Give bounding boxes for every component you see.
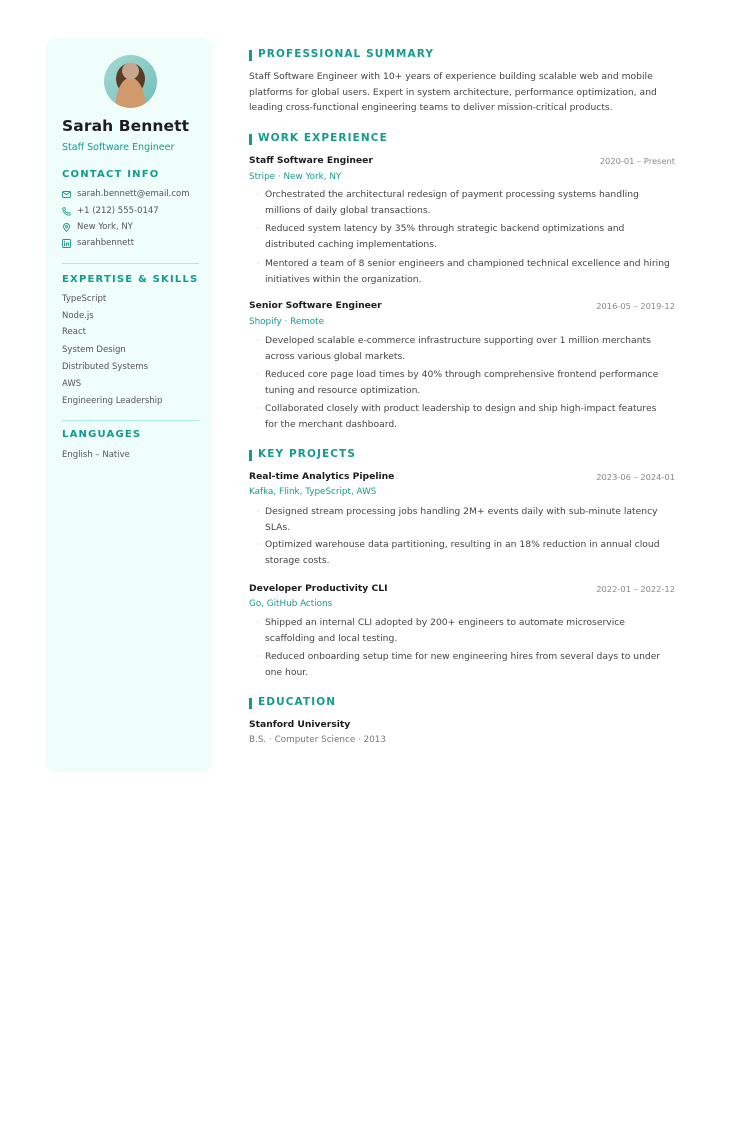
heading-accent-bar	[249, 698, 252, 709]
job-title: Senior Software Engineer	[249, 300, 382, 311]
education-heading	[249, 694, 336, 709]
skill-item: Node.js	[62, 311, 94, 321]
candidate-role: Staff Software Engineer	[62, 142, 175, 153]
bullet-dot: ·	[257, 190, 260, 199]
language-item: English – Native	[62, 450, 130, 460]
bullet-dot: ·	[257, 259, 260, 268]
bullet-dot: ·	[257, 652, 260, 661]
sidebar-divider	[62, 263, 199, 264]
job-company: Stripe · New York, NY	[249, 172, 342, 182]
phone-icon	[62, 207, 71, 216]
degree-detail: B.S. · Computer Science · 2013	[249, 735, 387, 745]
contact-location	[62, 222, 133, 232]
job-title: Staff Software Engineer	[249, 155, 373, 166]
school-name: Stanford University	[249, 719, 351, 730]
job-bullet: · Collaborated closely with product leadership to design and ship high-impact features for the merchant dashboard.	[257, 403, 657, 430]
mail-icon	[62, 190, 71, 199]
heading-accent-bar	[249, 50, 252, 61]
summary-line: platforms for global users. Expert in system architecture, performance optimization, and	[249, 86, 657, 98]
job-dates: 2020-01 – Present	[599, 156, 675, 166]
linkedin-text: sarahbennett	[77, 238, 135, 248]
job-dates: 2016-05 – 2019-12	[596, 301, 675, 311]
email-text: sarah.bennett@email.com	[77, 189, 190, 199]
location-text: New York, NY	[77, 222, 133, 232]
summary-line: leading cross-functional engineering teams to deliver mission-critical products.	[249, 102, 613, 114]
skill-item: Engineering Leadership	[62, 396, 163, 406]
contact-linkedin[interactable]	[62, 238, 134, 248]
summary-line: Staff Software Engineer with 10+ years of experience building scalable web and mobile	[249, 71, 653, 82]
projects-heading-text: KEY PROJECTS	[258, 447, 356, 460]
skill-item: TypeScript	[62, 294, 107, 304]
job-company: Shopify · Remote	[249, 317, 325, 327]
phone-text: +1 (212) 555-0147	[77, 206, 159, 216]
skill-item: System Design	[62, 345, 126, 355]
project-bullet: · Shipped an internal CLI adopted by 200+ engineers to automate microservice scaffolding and local testing.	[257, 617, 625, 644]
bullet-dot: ·	[257, 618, 260, 627]
bullet-dot: ·	[257, 404, 260, 413]
bullet-dot: ·	[257, 224, 260, 233]
project-stack: Kafka, Flink, TypeScript, AWS	[249, 487, 377, 497]
contact-heading: CONTACT INFO	[62, 169, 160, 180]
experience-heading-text: WORK EXPERIENCE	[258, 131, 388, 144]
project-bullet: · Designed stream processing jobs handling 2M+ events daily with sub-minute latency SLAs.	[257, 506, 658, 533]
bullet-dot: ·	[257, 370, 260, 379]
education-heading-text: EDUCATION	[258, 695, 337, 708]
contact-phone[interactable]	[62, 206, 159, 216]
linkedin-icon	[62, 239, 71, 248]
contact-email[interactable]	[62, 189, 190, 199]
languages-heading: LANGUAGES	[62, 429, 142, 440]
candidate-name: Sarah Bennett	[62, 117, 190, 135]
project-bullet: · Reduced onboarding setup time for new engineering hires from several days to under one hour.	[257, 651, 661, 678]
project-dates: 2022-01 – 2022-12	[596, 584, 675, 594]
bullet-dot: ·	[257, 540, 260, 549]
avatar	[104, 55, 157, 108]
skill-item: React	[62, 327, 86, 337]
bullet-dot: ·	[257, 507, 260, 516]
job-bullet: · Reduced system latency by 35% through strategic backend optimizations and distributed caching implementations.	[257, 223, 625, 250]
projects-heading	[249, 446, 356, 461]
heading-accent-bar	[249, 134, 252, 145]
project-dates: 2023-06 – 2024-01	[596, 472, 675, 482]
skills-heading: EXPERTISE & SKILLS	[62, 274, 199, 285]
skill-item: AWS	[62, 379, 82, 389]
job-bullet: · Developed scalable e-commerce infrastructure supporting over 1 million merchants across various global markets.	[257, 335, 651, 362]
project-bullet: · Optimized warehouse data partitioning, resulting in an 18% reduction in annual cloud storage costs.	[257, 539, 660, 566]
project-title: Real-time Analytics Pipeline	[249, 471, 395, 482]
summary-heading	[249, 46, 434, 61]
heading-accent-bar	[249, 450, 252, 461]
skill-item: Distributed Systems	[62, 362, 149, 372]
bullet-dot: ·	[257, 336, 260, 345]
summary-heading-text: PROFESSIONAL SUMMARY	[258, 47, 435, 60]
job-bullet: · Mentored a team of 8 senior engineers and championed technical excellence and hiring initiatives within the organization.	[257, 258, 670, 285]
job-bullet: · Orchestrated the architectural redesign of payment processing systems handling millions of daily global transactions.	[257, 189, 639, 216]
location-pin-icon	[62, 223, 71, 232]
project-stack: Go, GitHub Actions	[249, 599, 333, 609]
sidebar-divider	[62, 420, 199, 421]
sidebar	[46, 38, 212, 772]
job-bullet: · Reduced core page load times by 40% through comprehensive frontend performance tuning and resource optimization.	[257, 369, 659, 396]
project-title: Developer Productivity CLI	[249, 583, 388, 594]
experience-heading	[249, 130, 388, 145]
summary-text	[249, 69, 675, 116]
